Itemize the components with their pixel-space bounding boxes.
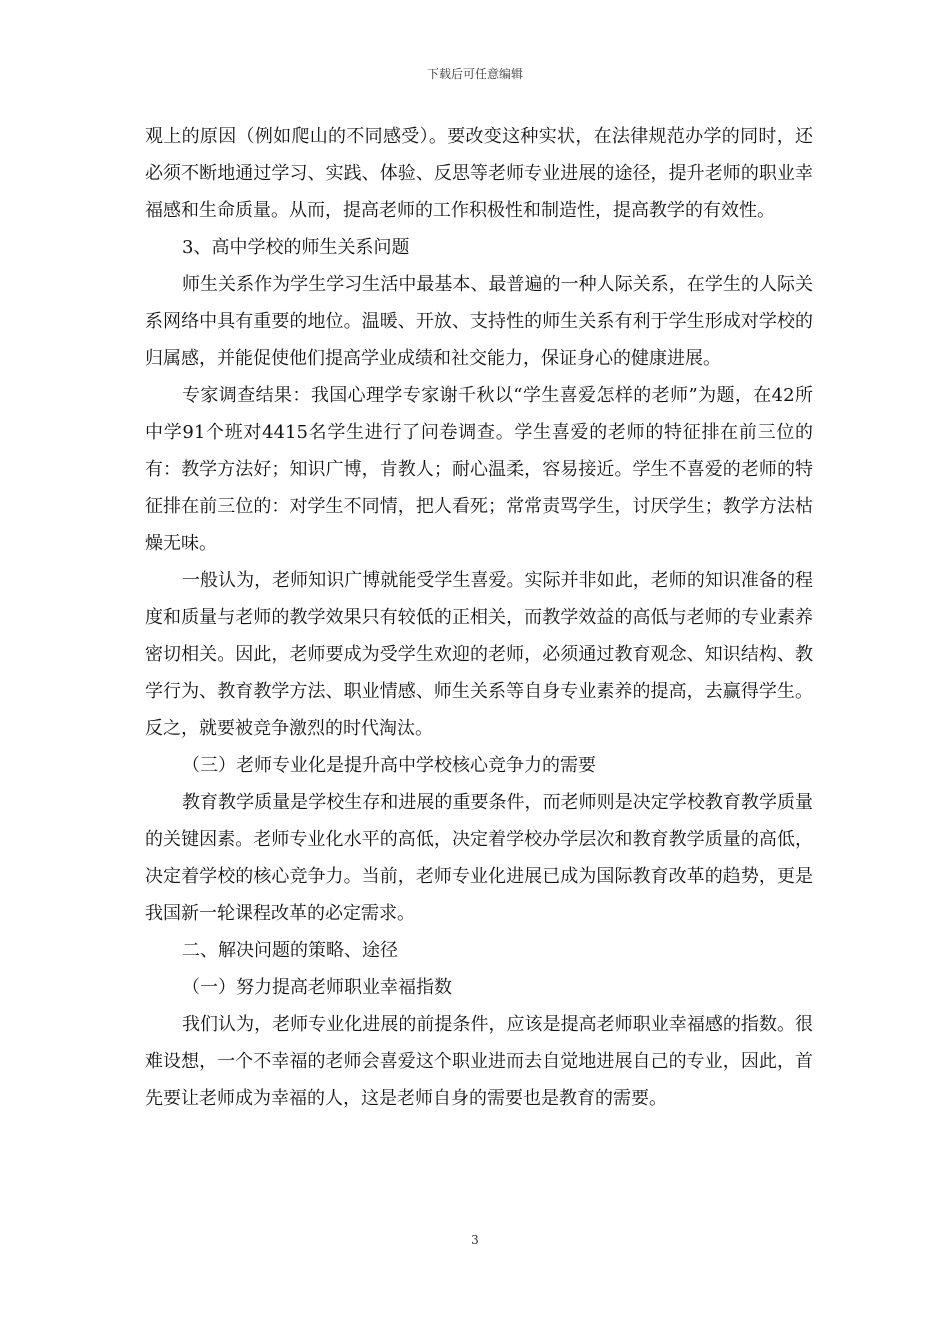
paragraph-survey: 专家调查结果：我国心理学专家谢千秋以“学生喜爱怎样的老师”为题，在42所中学91个班对4415名学生进行了问卷调查。学生喜爱的老师的特征排在前三位的有：教学方法好；知识广博，肯教人；耐心温柔，容易接近。学生不喜爱的老师的特征排在前三位的：对学生不同情，把人看死；常常责骂学生，讨厌学生；教学方法枯燥无味。 — [145, 385, 813, 554]
page-number: 3 — [471, 1233, 479, 1247]
section-heading-happiness-index: （一）努力提高老师职业幸福指数 — [182, 977, 452, 998]
paragraph-quality: 教育教学质量是学校生存和进展的重要条件，而老师则是决定学校教育教学质量的关键因素。老师专业化水平的高低，决定着学校办学层次和教育教学质量的高低，决定着学校的核心竞争力。当前，老师专业化进展已成为国际教育改革的趋势，更是我国新一轮课程改革的必定需求。 — [145, 792, 813, 924]
paragraph-happiness: 我们认为，老师专业化进展的前提条件，应该是提高老师职业幸福感的指数。很难设想，一个不幸福的老师会喜爱这个职业进而去自觉地进展自己的专业，因此，首先要让老师成为幸福的人，这是老师自身的需要也是教育的需要。 — [145, 1014, 813, 1109]
document-body — [145, 118, 813, 1117]
section-heading-competitiveness: （三）老师专业化是提升高中学校核心竞争力的需要 — [182, 755, 596, 776]
paragraph-knowledge: 一般认为，老师知识广博就能受学生喜爱。实际并非如此，老师的知识准备的程度和质量与老师的教学效果只有较低的正相关，而教学效益的高低与老师的专业素养密切相关。因此，老师要成为受学生欢迎的老师，必须通过教育观念、知识结构、教学行为、教育教学方法、职业情感、师生关系等自身专业素养的提高，去赢得学生。反之，就要被竞争激烈的时代淘汰。 — [145, 570, 813, 739]
page-header: 下载后可任意编辑 — [426, 67, 523, 81]
section-heading-teacher-student-relations: 3、高中学校的师生关系问题 — [182, 237, 410, 258]
paragraph-relations: 师生关系作为学生学习生活中最基本、最普遍的一种人际关系，在学生的人际关系网络中具有重要的地位。温暖、开放、支持性的师生关系有利于学生形成对学校的归属感，并能促使他们提高学业成绩和社交能力，保证身心的健康进展。 — [145, 274, 813, 369]
paragraph-continuation: 观上的原因（例如爬山的不同感受）。要改变这种实状，在法律规范办学的同时，还必须不断地通过学习、实践、体验、反思等老师专业进展的途径，提升老师的职业幸福感和生命质量。从而，提高老师的工作积极性和制造性，提高教学的有效性。 — [145, 126, 813, 221]
section-heading-strategies: 二、解决问题的策略、途径 — [182, 940, 398, 961]
